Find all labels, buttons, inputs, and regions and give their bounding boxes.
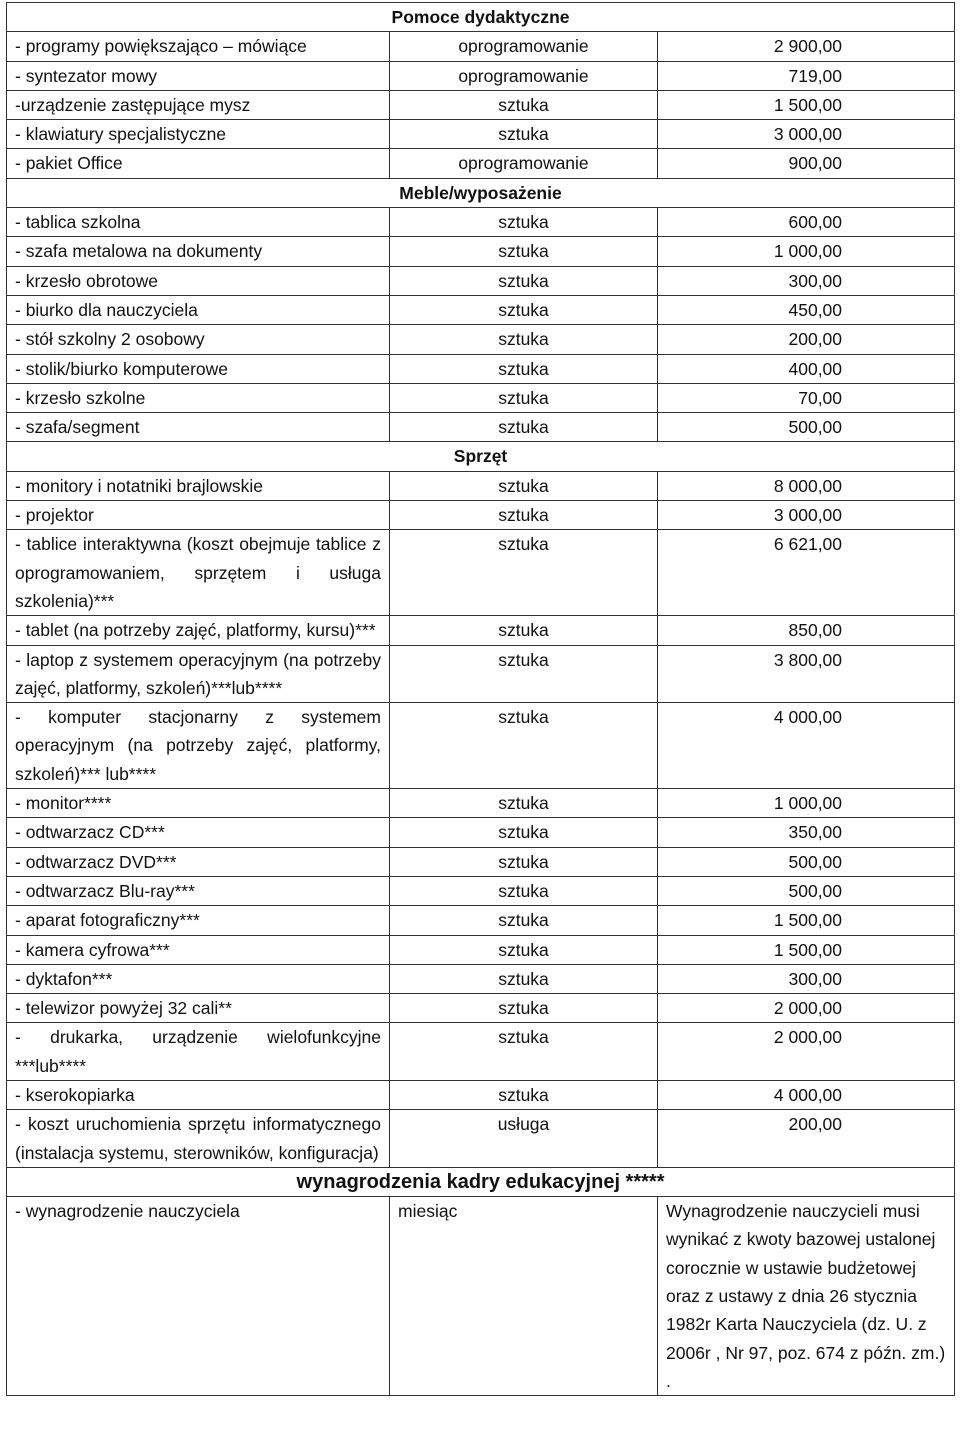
item-unit: sztuka — [390, 994, 658, 1023]
table-row — [7, 383, 955, 412]
section-title: Sprzęt — [7, 442, 955, 471]
item-unit: usługa — [390, 1110, 658, 1168]
item-price: 2 000,00 — [658, 994, 955, 1023]
item-price: 900,00 — [658, 149, 955, 178]
item-name: - koszt uruchomienia sprzętu informatycznego (instalacja systemu, sterowników, konfiguracja) — [7, 1110, 390, 1168]
item-unit: sztuka — [390, 847, 658, 876]
item-unit: oprogramowanie — [390, 32, 658, 61]
item-price: 1 500,00 — [658, 906, 955, 935]
table-row — [7, 1023, 955, 1081]
item-price: 500,00 — [658, 876, 955, 905]
section-header-row — [7, 1167, 955, 1196]
item-name: - klawiatury specjalistyczne — [7, 120, 390, 149]
item-unit: miesiąc — [390, 1197, 658, 1396]
table-row — [7, 413, 955, 442]
item-price: 1 500,00 — [658, 935, 955, 964]
item-price: 719,00 — [658, 61, 955, 90]
item-price: 1 000,00 — [658, 237, 955, 266]
table-row — [7, 354, 955, 383]
item-unit: sztuka — [390, 325, 658, 354]
table-row — [7, 530, 955, 616]
table-row — [7, 789, 955, 818]
item-name: - monitor**** — [7, 789, 390, 818]
table-row — [7, 703, 955, 789]
table-row — [7, 964, 955, 993]
item-name: - aparat fotograficzny*** — [7, 906, 390, 935]
item-price: 500,00 — [658, 413, 955, 442]
item-unit: sztuka — [390, 471, 658, 500]
table-row — [7, 935, 955, 964]
item-price: 6 621,00 — [658, 530, 955, 616]
table-row — [7, 645, 955, 703]
section-header-row — [7, 3, 955, 32]
item-price: 4 000,00 — [658, 703, 955, 789]
item-unit: sztuka — [390, 818, 658, 847]
item-unit: sztuka — [390, 964, 658, 993]
item-unit: sztuka — [390, 876, 658, 905]
section-header-row — [7, 442, 955, 471]
item-name: - krzesło szkolne — [7, 383, 390, 412]
item-name: -urządzenie zastępujące mysz — [7, 90, 390, 119]
item-name: - stolik/biurko komputerowe — [7, 354, 390, 383]
section-title: Meble/wyposażenie — [7, 178, 955, 207]
item-unit: sztuka — [390, 295, 658, 324]
item-price: 450,00 — [658, 295, 955, 324]
item-unit: sztuka — [390, 120, 658, 149]
section-title: Pomoce dydaktyczne — [7, 3, 955, 32]
item-unit: sztuka — [390, 237, 658, 266]
table-row — [7, 818, 955, 847]
item-price: 3 000,00 — [658, 501, 955, 530]
item-name: - monitory i notatniki brajlowskie — [7, 471, 390, 500]
item-price: 2 900,00 — [658, 32, 955, 61]
item-name: - krzesło obrotowe — [7, 266, 390, 295]
item-unit: oprogramowanie — [390, 149, 658, 178]
table-row — [7, 847, 955, 876]
item-price: 350,00 — [658, 818, 955, 847]
item-unit: sztuka — [390, 935, 658, 964]
table-row — [7, 295, 955, 324]
item-unit: sztuka — [390, 413, 658, 442]
price-table-body — [7, 3, 955, 1396]
item-name: - stół szkolny 2 osobowy — [7, 325, 390, 354]
table-row — [7, 1197, 955, 1396]
table-row — [7, 1080, 955, 1109]
item-name: - odtwarzacz DVD*** — [7, 847, 390, 876]
table-row — [7, 471, 955, 500]
item-name: - szafa metalowa na dokumenty — [7, 237, 390, 266]
item-price: 4 000,00 — [658, 1080, 955, 1109]
section-title: wynagrodzenia kadry edukacyjnej ***** — [7, 1167, 955, 1196]
item-name: - projektor — [7, 501, 390, 530]
item-name: - biurko dla nauczyciela — [7, 295, 390, 324]
item-name: - syntezator mowy — [7, 61, 390, 90]
item-unit: sztuka — [390, 208, 658, 237]
item-unit: sztuka — [390, 354, 658, 383]
item-price: 400,00 — [658, 354, 955, 383]
item-unit: sztuka — [390, 703, 658, 789]
item-price: 300,00 — [658, 266, 955, 295]
table-row — [7, 994, 955, 1023]
item-price: 600,00 — [658, 208, 955, 237]
table-row — [7, 876, 955, 905]
item-price: 1 500,00 — [658, 90, 955, 119]
item-name: - odtwarzacz CD*** — [7, 818, 390, 847]
item-name: - kamera cyfrowa*** — [7, 935, 390, 964]
table-row — [7, 61, 955, 90]
item-price: 300,00 — [658, 964, 955, 993]
item-unit: sztuka — [390, 383, 658, 412]
item-price: 850,00 — [658, 616, 955, 645]
item-name: - laptop z systemem operacyjnym (na potrzeby zajęć, platformy, szkoleń)***lub**** — [7, 645, 390, 703]
item-name: - komputer stacjonarny z systemem operacyjnym (na potrzeby zajęć, platformy, szkoleń)*** lub**** — [7, 703, 390, 789]
item-name: - tablet (na potrzeby zajęć, platformy, kursu)*** — [7, 616, 390, 645]
item-name: - dyktafon*** — [7, 964, 390, 993]
table-row — [7, 120, 955, 149]
item-unit: sztuka — [390, 501, 658, 530]
item-name: - tablice interaktywna (koszt obejmuje tablice z oprogramowaniem, sprzętem i usługa szkolenia)*** — [7, 530, 390, 616]
item-unit: sztuka — [390, 530, 658, 616]
item-unit: sztuka — [390, 906, 658, 935]
item-price: 200,00 — [658, 1110, 955, 1168]
price-table-sheet — [6, 2, 954, 1396]
item-unit: sztuka — [390, 616, 658, 645]
table-row — [7, 32, 955, 61]
item-price: 2 000,00 — [658, 1023, 955, 1081]
item-unit: sztuka — [390, 90, 658, 119]
table-row — [7, 1110, 955, 1168]
item-price: 70,00 — [658, 383, 955, 412]
item-unit: sztuka — [390, 1023, 658, 1081]
price-table — [6, 2, 955, 1396]
item-price: 3 000,00 — [658, 120, 955, 149]
item-name: - tablica szkolna — [7, 208, 390, 237]
table-row — [7, 266, 955, 295]
item-name: - odtwarzacz Blu-ray*** — [7, 876, 390, 905]
table-row — [7, 501, 955, 530]
item-name: - programy powiększająco – mówiące — [7, 32, 390, 61]
item-price: 1 000,00 — [658, 789, 955, 818]
item-unit: sztuka — [390, 266, 658, 295]
item-price: 500,00 — [658, 847, 955, 876]
item-unit: oprogramowanie — [390, 61, 658, 90]
table-row — [7, 208, 955, 237]
table-row — [7, 616, 955, 645]
table-row — [7, 90, 955, 119]
item-name: - drukarka, urządzenie wielofunkcyjne ***lub**** — [7, 1023, 390, 1081]
item-name: - szafa/segment — [7, 413, 390, 442]
item-name: - wynagrodzenie nauczyciela — [7, 1197, 390, 1396]
item-price: 200,00 — [658, 325, 955, 354]
table-row — [7, 906, 955, 935]
item-price: 8 000,00 — [658, 471, 955, 500]
item-name: - kserokopiarka — [7, 1080, 390, 1109]
item-unit: sztuka — [390, 645, 658, 703]
item-unit: sztuka — [390, 1080, 658, 1109]
section-header-row — [7, 178, 955, 207]
table-row — [7, 237, 955, 266]
salary-note: Wynagrodzenie nauczycieli musi wynikać z kwoty bazowej ustalonej corocznie w ustawie budżetowej oraz z ustawy z dnia 26 stycznia 1982r Karta Nauczyciela (dz. U. z 2006r , Nr 97, poz. 674 z późn. zm.) . — [658, 1197, 955, 1396]
table-row — [7, 325, 955, 354]
table-row — [7, 149, 955, 178]
item-price: 3 800,00 — [658, 645, 955, 703]
item-unit: sztuka — [390, 789, 658, 818]
item-name: - telewizor powyżej 32 cali** — [7, 994, 390, 1023]
item-name: - pakiet Office — [7, 149, 390, 178]
